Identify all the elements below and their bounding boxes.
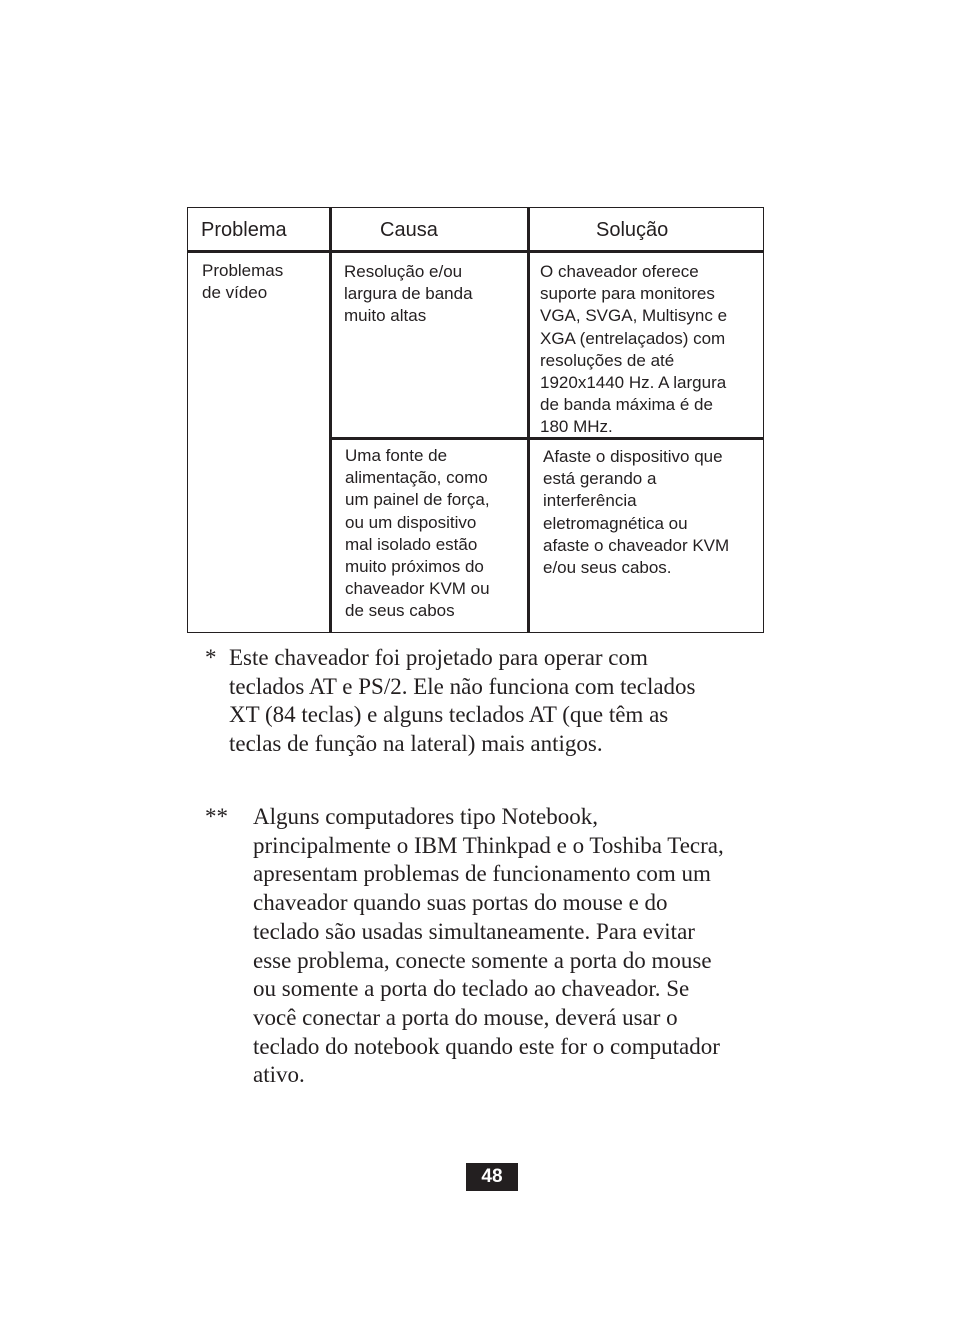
footnote-text: Este chaveador foi projetado para operar com teclados AT e PS/2. Ele não funciona com teclados XT (84 teclas) e alguns teclados AT (que têm as teclas de função na lateral) mais antigos.: [229, 645, 696, 757]
header-problem: Problema: [201, 219, 287, 241]
cause-cell-1: Resolução e/ou largura de banda muito altas: [344, 262, 473, 326]
troubleshooting-table: [187, 207, 764, 633]
footnote-marker: **: [205, 804, 228, 829]
solution-cell-1: O chaveador oferece suporte para monitores VGA, SVGA, Multisync e XGA (entrelaçados) com resoluções de até 1920x1440 Hz. A largura de banda máxima é de 180 MHz.: [540, 262, 728, 437]
problem-cell: Problemas de vídeo: [202, 261, 284, 303]
footnote-1: [205, 644, 765, 764]
solution-cell-2: Afaste o dispositivo que está gerando a interferência eletromagnética ou afaste o chaveador KVM e/ou seus cabos.: [543, 447, 730, 578]
page-number: 48: [466, 1163, 518, 1191]
header-solution: Solução: [596, 219, 669, 241]
header-divider: [188, 250, 763, 253]
column-divider: [527, 208, 530, 632]
footnote-2: [205, 803, 765, 1103]
header-cause: Causa: [380, 219, 438, 241]
cause-cell-2: Uma fonte de alimentação, como um painel de força, ou um dispositivo mal isolado estão muito próximos do chaveador KVM ou de seus cabos: [345, 446, 490, 621]
footnote-marker: *: [205, 645, 217, 670]
footnote-text: Alguns computadores tipo Notebook, principalmente o IBM Thinkpad e o Toshiba Tecra, apresentam problemas de funcionamento com um chaveador quando suas portas do mouse e do teclado são usadas simultaneamente. Para evitar esse problema, conecte somente a porta do mouse ou somente a porta do teclado ao chaveador. Se você conectar a porta do mouse, deverá usar o teclado do notebook quando este for o computador ativo.: [253, 804, 724, 1088]
column-divider: [329, 208, 332, 632]
